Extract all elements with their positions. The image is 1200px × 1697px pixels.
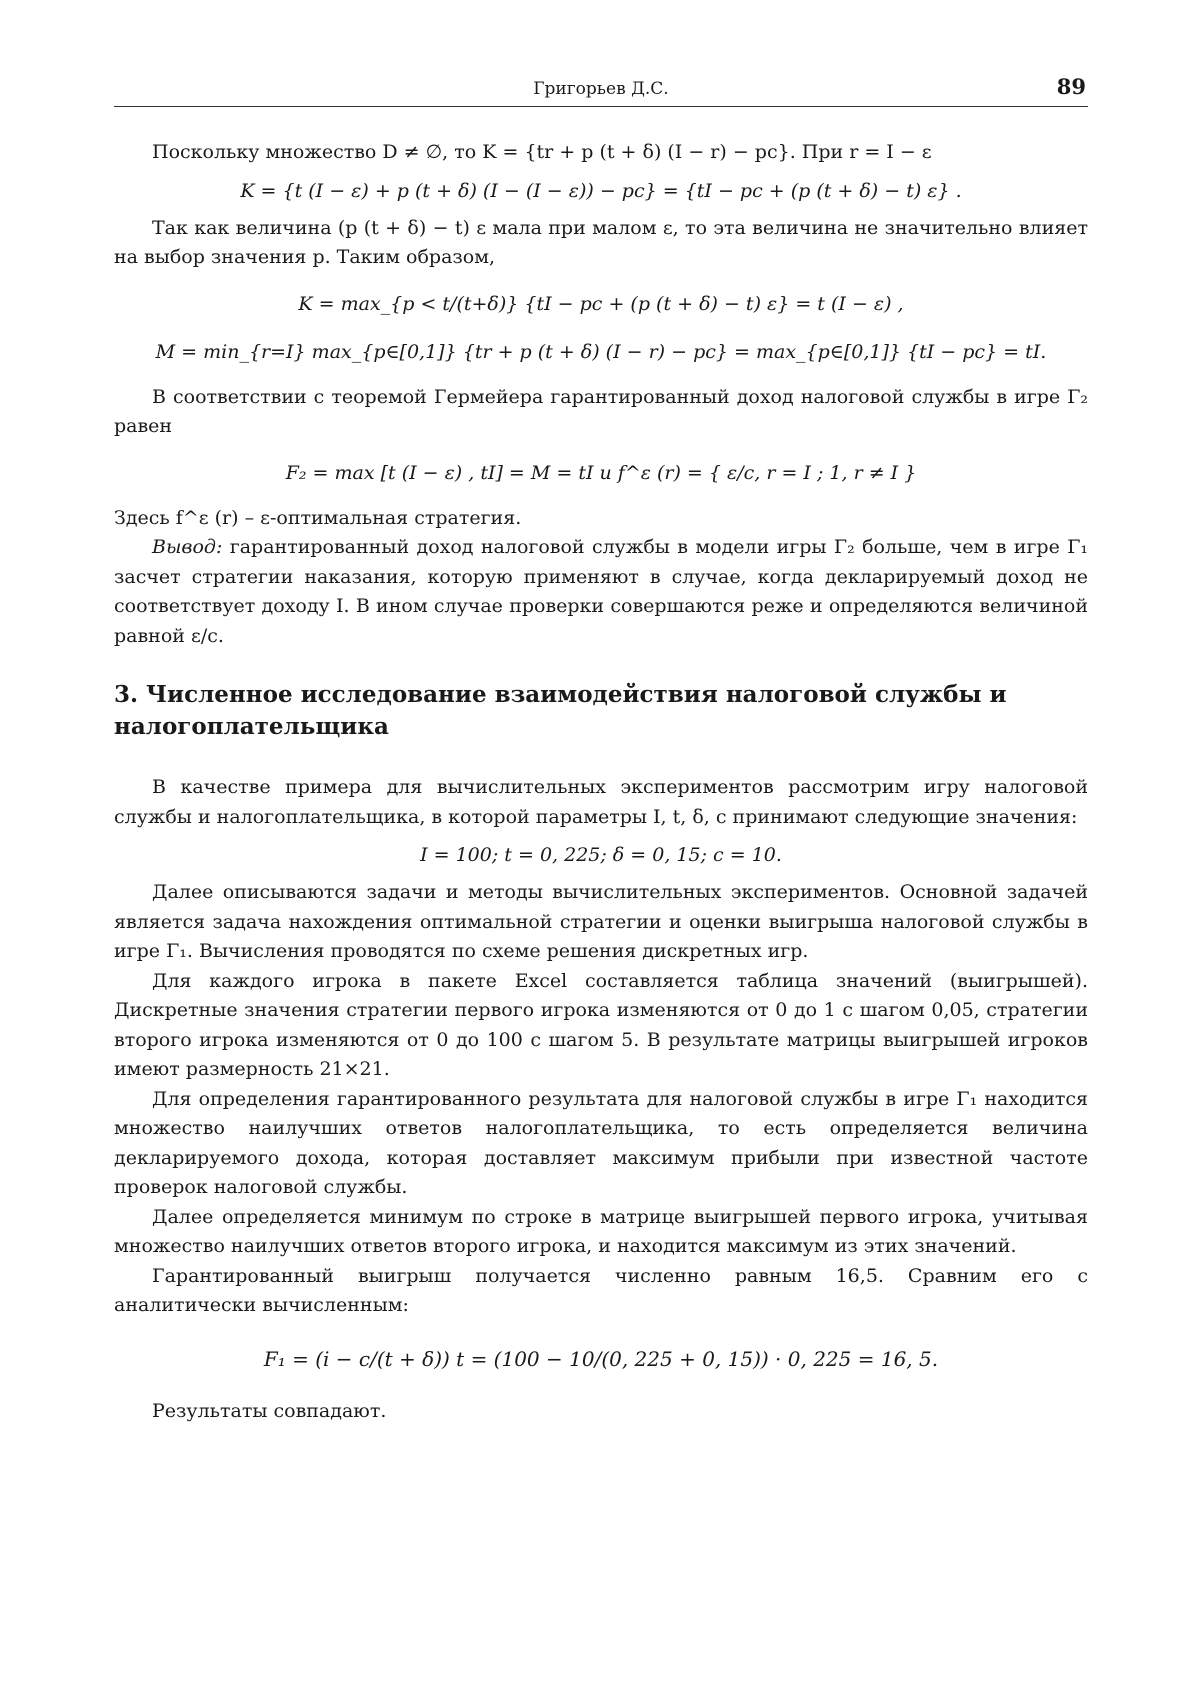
- section-heading: 3. Численное исследование взаимодействия налоговой службы и налогоплательщика: [114, 681, 1007, 740]
- paragraph: В соответствии с теоремой Гермейера гарантированный доход налоговой службы в игре Γ₂ равен: [114, 385, 1088, 437]
- paragraph: Далее описываются задачи и методы вычислительных экспериментов. Основной задачей является задача нахождения оптимальной стратегии и оценки выигрыша налоговой службы в игре Γ₁. Вычисления проводятся по схеме решения дискретных игр.: [114, 881, 1088, 962]
- paragraph: Результаты совпадают.: [152, 1399, 387, 1422]
- paragraph: Гарантированный выигрыш получается численно равным 16,5. Сравним его с аналитически вычисленным:: [114, 1264, 1088, 1316]
- equation: K = {t (I − ε) + p (t + δ) (I − (I − ε)) − pc} = {tI − pc + (p (t + δ) − t) ε} .: [240, 179, 962, 202]
- conclusion-label: Вывод:: [152, 536, 223, 558]
- paragraph: В качестве примера для вычислительных экспериментов рассмотрим игру налоговой службы и налогоплательщика, в которой параметры I, t, δ, c принимают следующие значения:: [114, 776, 1088, 828]
- article-body: [114, 138, 1088, 1426]
- equation: M = min_{r=I} max_{p∈[0,1]} {tr + p (t + δ) (I − r) − pc} = max_{p∈[0,1]} {tI − pc} = tI.: [155, 340, 1047, 363]
- equation: I = 100; t = 0, 225; δ = 0, 15; c = 10.: [420, 844, 782, 866]
- paragraph: Здесь f^ε (r) – ε-оптимальная стратегия.: [114, 506, 522, 529]
- equation: F₁ = (i − c/(t + δ)) t = (100 − 10/(0, 225 + 0, 15)) · 0, 225 = 16, 5.: [263, 1346, 939, 1371]
- paragraph: Для каждого игрока в пакете Excel составляется таблица значений (выигрышей). Дискретные значения стратегии первого игрока изменяются от 0 до 1 с шагом 0,05, стратегии второго игрока изменяются от 0 до 100 с шагом 5. В результате матрицы выигрышей игроков имеют размерность 21×21.: [114, 969, 1088, 1080]
- paragraph: Для определения гарантированного результата для налоговой службы в игре Γ₁ находится множество наилучших ответов налогоплательщика, то есть определяется величина декларируемого дохода, которая доставляет максимум прибыли при известной частоте проверок налоговой службы.: [114, 1087, 1088, 1198]
- conclusion-paragraph: [114, 533, 1088, 651]
- conclusion-text: гарантированный доход налоговой службы в модели игры Γ₂ больше, чем в игре Γ₁ засчет стратегии наказания, которую применяют в случае, когда декларируемый доход не соответствует доходу I. В ином случае проверки совершаются реже и определяются величиной равной ε/c.: [114, 536, 1088, 647]
- paragraph: Далее определяется минимум по строке в матрице выигрышей первого игрока, учитывая множество наилучших ответов второго игрока, и находится максимум из этих значений.: [114, 1205, 1088, 1257]
- running-header: [114, 74, 1088, 107]
- equation: F₂ = max [t (I − ε) , tI] = M = tI и f^ε (r) = { ε/c, r = I ; 1, r ≠ I }: [285, 461, 917, 484]
- page-number: 89: [1056, 74, 1086, 99]
- paragraph: Поскольку множество D ≠ ∅, то K = {tr + p (t + δ) (I − r) − pc}. При r = I − ε: [152, 141, 932, 163]
- header-author: Григорьев Д.С.: [533, 79, 669, 99]
- equation: K = max_{p < t/(t+δ)} {tI − pc + (p (t + δ) − t) ε} = t (I − ε) ,: [298, 292, 904, 315]
- paragraph: Так как величина (p (t + δ) − t) ε мала при малом ε, то эта величина не значительно влияет на выбор значения p. Таким образом,: [114, 216, 1088, 268]
